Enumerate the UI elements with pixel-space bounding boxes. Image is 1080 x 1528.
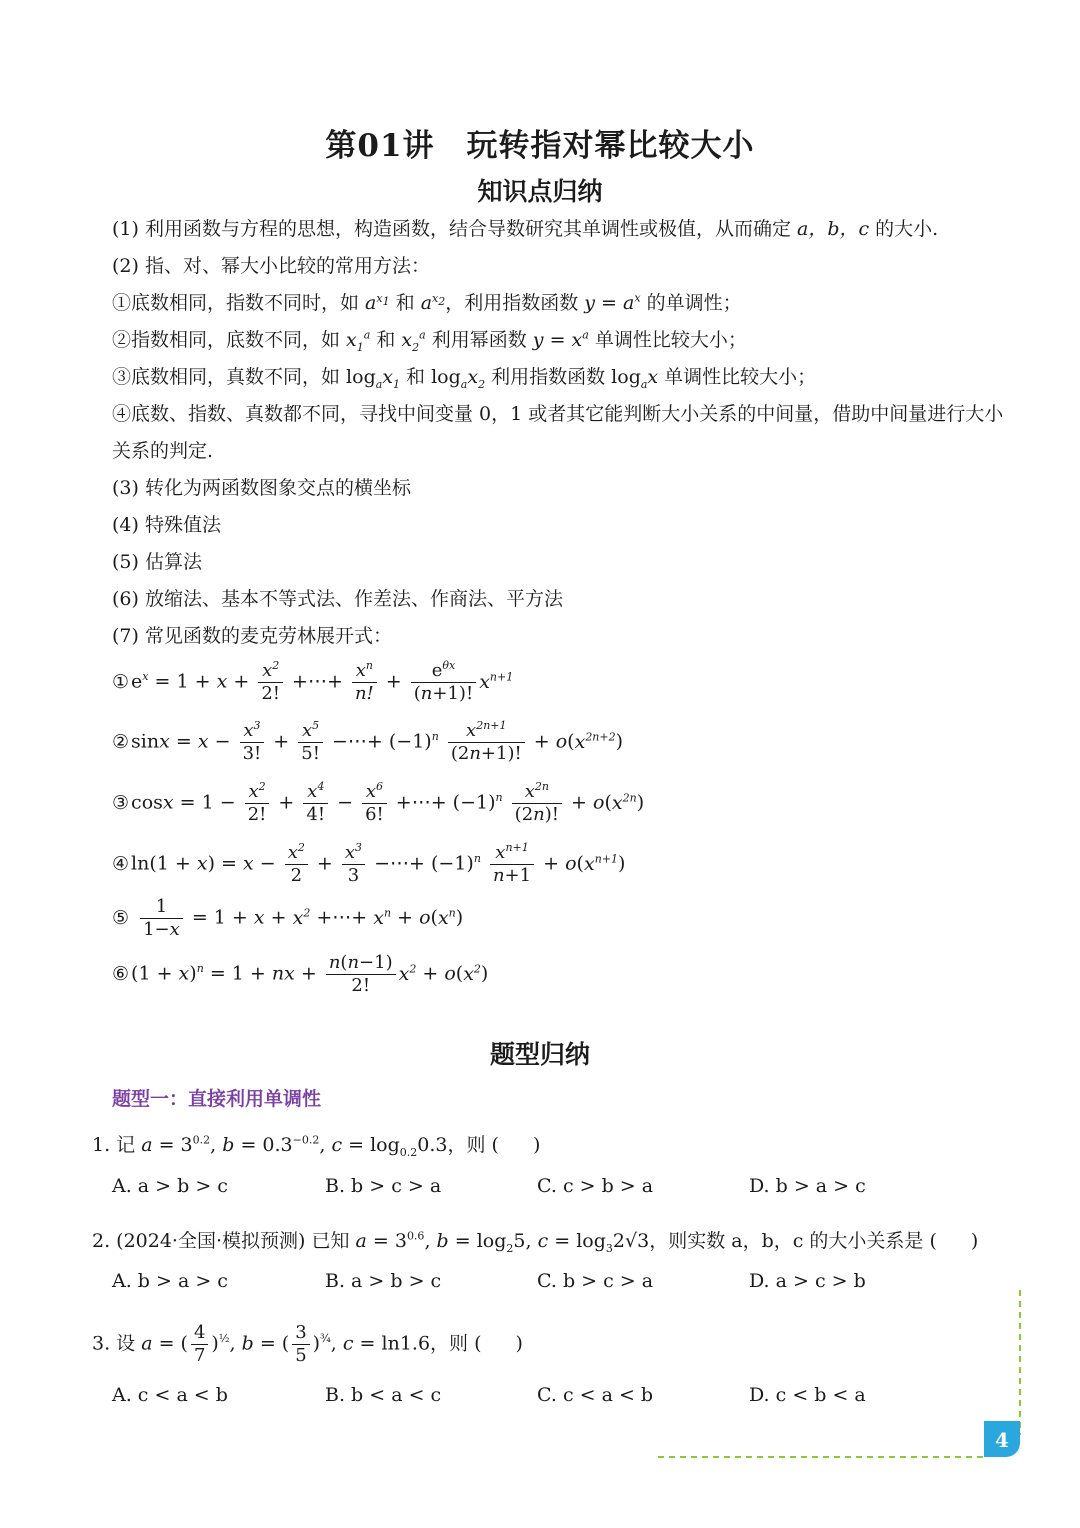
question-3-option-d[interactable]: D. c < b < a	[749, 1384, 866, 1406]
knowledge-line-3: ①底数相同，指数不同时，如 $a^{x_1}$ 和 $a^{x_2}$，利用指数函数 $y = a^x$ 的单调性；	[112, 291, 742, 314]
question-1-option-b[interactable]: B. b > c > a	[325, 1175, 442, 1197]
question-3-stem: 3. 设 a = ( $\frac{4}{7}$ )$^{\frac{1}{2}}$, b = ( $\frac{3}{5}$ )$^{\frac{3}{4}}$, c = ln1.6，则 ( )	[92, 1322, 523, 1366]
question-1-option-a[interactable]: A. a > b > c	[112, 1175, 228, 1197]
question-1-stem: 1. 记 $a = 3^{0.2}$, $b = 0.3^{-0.2}$, $c = \log_{0.2}0.3$，则 ( )	[92, 1133, 541, 1159]
knowledge-line-1: (1) 利用函数与方程的思想，构造函数，结合导数研究其单调性或极值，从而确定 a，b，c 的大小.	[112, 218, 939, 240]
page-corner-border	[640, 1285, 1040, 1475]
knowledge-line-5: ③底数相同，真数不同，如 $\log_ax_1$ 和 $\log_ax_2$ 利用指数函数 $\log_ax$ 单调性比较大小；	[112, 366, 817, 391]
maclaurin-binomial: ⑥ $(1 + x)^n = 1$ + nx + $\frac{n(n-1)}{2!}$ $x^2 + o(x^2)$	[112, 952, 489, 996]
maclaurin-cos: ③ cosx = 1 − $\frac{x^2}{2!}$ + $\frac{x^4}{4!}$ − $\frac{x^6}{6!}$ +⋯+ $(-1)^n$ $\frac{x^{2n}}{(2n)!}$ + $o(x^{2n})$	[112, 780, 645, 825]
question-2-option-b[interactable]: B. a > b > c	[325, 1270, 442, 1292]
question-2-stem: 2. (2024·全国·模拟预测) 已知 $a = 3^{0.6}$, $b = \log_25$, $c = \log_32√3$，则实数 a，b，c 的大小关系是 ( )	[92, 1229, 979, 1255]
question-3-option-c[interactable]: C. c < a < b	[537, 1384, 654, 1406]
question-3-option-b[interactable]: B. b < a < c	[325, 1384, 442, 1406]
knowledge-line-2: (2) 指、对、幂大小比较的常用方法：	[112, 255, 430, 277]
question-3-option-a[interactable]: A. c < a < b	[112, 1384, 228, 1406]
maclaurin-exp: ① $e^x = 1 + x$ + $\frac{x^2}{2!}$ +⋯+ $\frac{x^n}{n!}$ + $\frac{e^{\theta x}}{(n+1)!}$ $x^{n+1}$	[112, 659, 514, 704]
knowledge-line-7: 关系的判定.	[112, 440, 214, 462]
knowledge-line-12: (7) 常见函数的麦克劳林展开式：	[112, 625, 392, 647]
question-1-option-d[interactable]: D. b > a > c	[749, 1175, 866, 1197]
question-2-option-d[interactable]: D. a > c > b	[749, 1270, 866, 1292]
section-heading: 题型归纳	[489, 1040, 590, 1069]
page-number-badge: 4	[984, 1421, 1020, 1457]
knowledge-line-4: ②指数相同，底数不同，如 $x_1^a$ 和 $x_2^a$ 利用幂函数 $y = x^a$ 单调性比较大小；	[112, 328, 747, 354]
knowledge-line-11: (6) 放缩法、基本不等式法、作差法、作商法、平方法	[112, 588, 563, 610]
question-type-label: 题型一：直接利用单调性	[112, 1088, 322, 1110]
knowledge-line-9: (4) 特殊值法	[112, 514, 221, 536]
knowledge-line-6: ④底数、指数、真数都不同，寻找中间变量 0，1 或者其它能判断大小关系的中间量，借助中间量进行大小	[112, 403, 1004, 425]
knowledge-heading: 知识点归纳	[477, 177, 603, 206]
question-1-option-c[interactable]: C. c > b > a	[537, 1175, 654, 1197]
knowledge-line-8: (3) 转化为两函数图象交点的横坐标	[112, 477, 411, 499]
maclaurin-geometric: ⑤ $\frac{1}{1-x}$ = $1 + x + x^2$ +⋯+ $x^n + o(x^n)$	[112, 896, 464, 940]
page-title: 第01讲 玩转指对幂比较大小	[325, 128, 755, 164]
maclaurin-sin: ② sinx = x − $\frac{x^3}{3!}$ + $\frac{x^5}{5!}$ −⋯+ $(-1)^n$ $\frac{x^{2n+1}}{(2n+1)!}$ + $o(x^{2n+2})$	[112, 719, 624, 764]
knowledge-line-10: (5) 估算法	[112, 551, 202, 573]
question-2-option-a[interactable]: A. b > a > c	[112, 1270, 228, 1292]
maclaurin-ln: ④ ln(1 + x) = x − $\frac{x^2}{2}$ + $\frac{x^3}{3}$ −⋯+ $(-1)^n$ $\frac{x^{n+1}}{n+1}$ + $o(x^{n+1})$	[112, 841, 626, 886]
question-2-option-c[interactable]: C. b > c > a	[537, 1270, 654, 1292]
